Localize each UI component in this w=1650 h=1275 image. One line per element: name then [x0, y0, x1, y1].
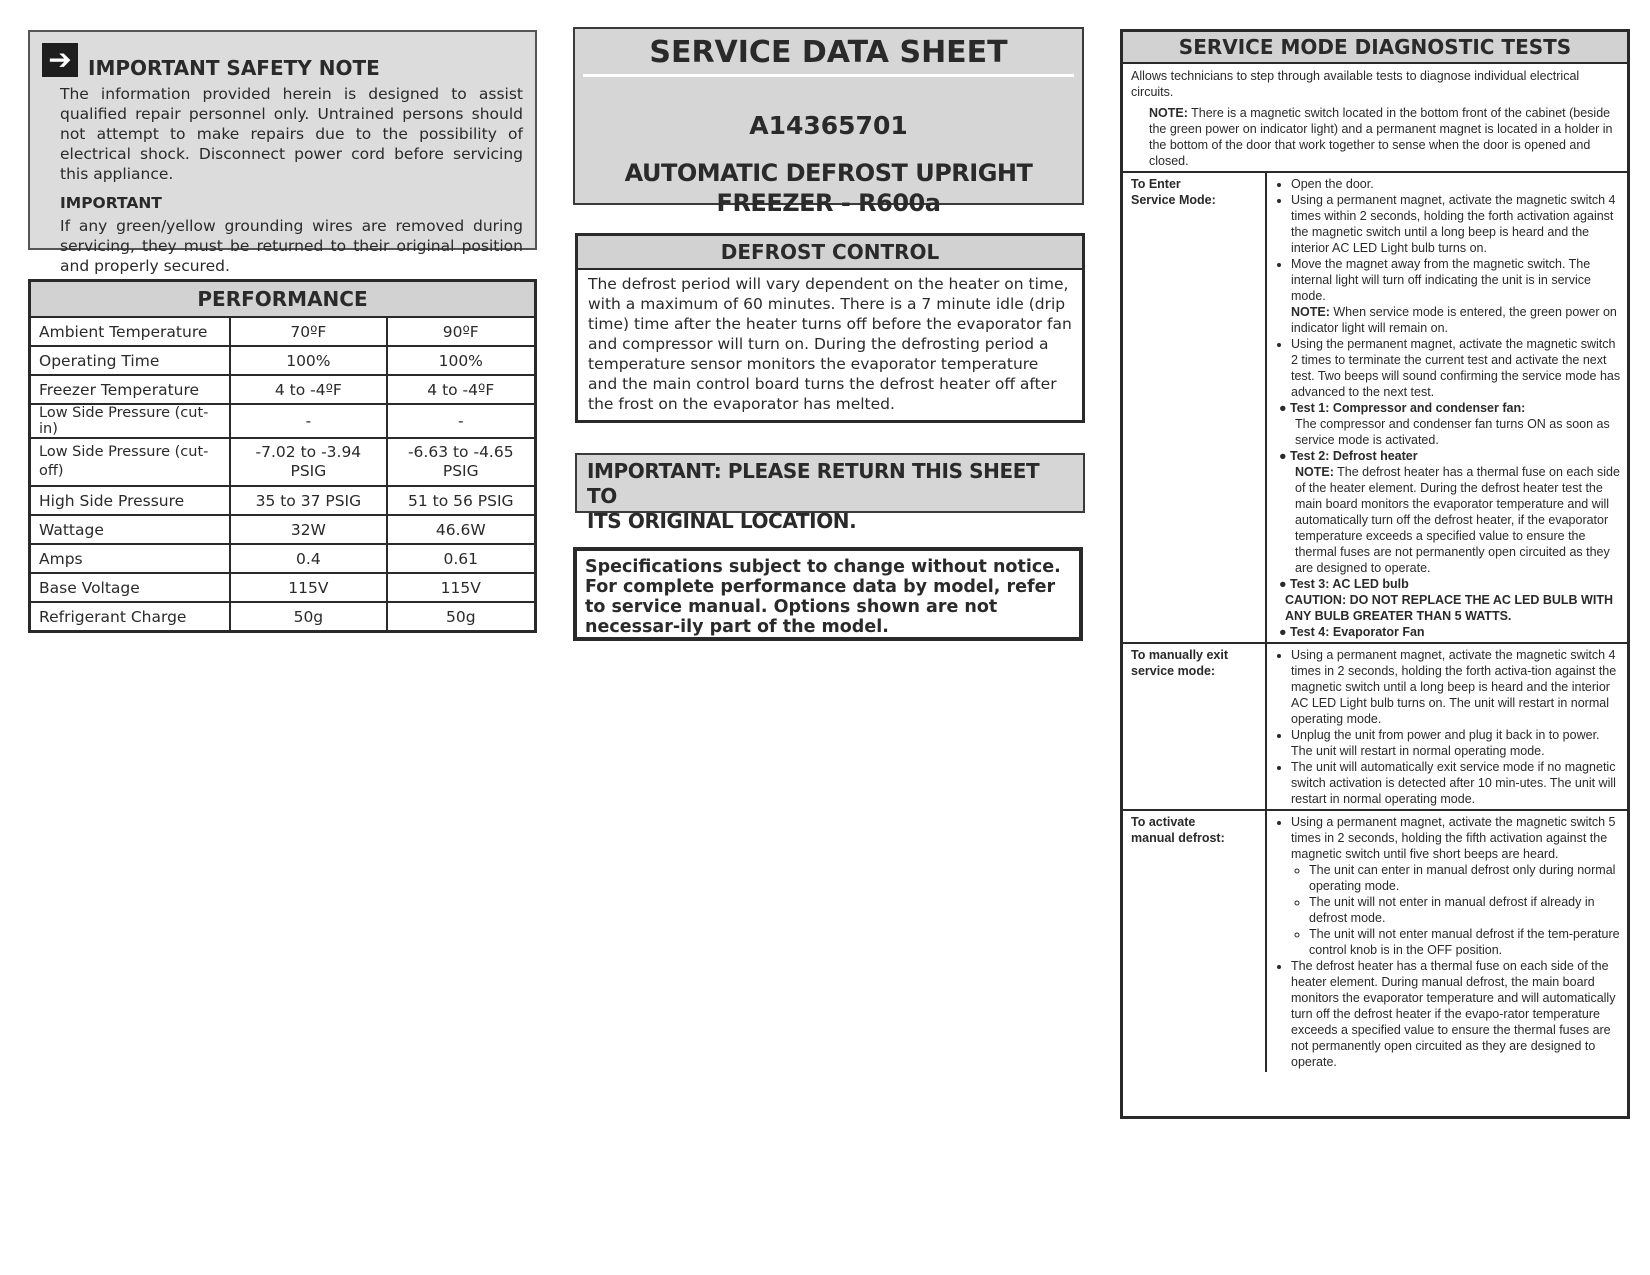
- sheet-title: SERVICE DATA SHEET: [649, 35, 1008, 70]
- service-mode-title: SERVICE MODE DIAGNOSTIC TESTS: [1123, 32, 1627, 64]
- arrow-right-icon: ➔: [42, 43, 78, 77]
- row-label: Freezer Temperature: [30, 375, 231, 404]
- return-sheet-note: [575, 453, 1085, 533]
- specifications-note: Specifications subject to change without notice. For complete performance data by model, refer to service manual. Options shown are not necessar-ily part of the model.: [573, 547, 1083, 641]
- table-cell: -6.63 to -4.65 PSIG: [387, 438, 536, 486]
- list-item: [1291, 814, 1621, 958]
- table-cell: -7.02 to -3.94 PSIG: [230, 438, 386, 486]
- important-label: IMPORTANT: [60, 194, 162, 212]
- led-bulb-caution: CAUTION: DO NOT REPLACE THE AC LED BULB WITH ANY BULB GREATER THAN 5 WATTS.: [1285, 593, 1613, 623]
- note-label: NOTE:: [1149, 106, 1188, 120]
- manual-defrost-label: [1123, 810, 1266, 1072]
- model-number: A14365701: [749, 111, 908, 140]
- table-cell: 100%: [230, 346, 386, 375]
- product-line-1: AUTOMATIC DEFROST UPRIGHT: [624, 159, 1033, 187]
- label-line: To manually exit: [1131, 648, 1229, 662]
- row-label: Low Side Pressure (cut-in): [30, 404, 231, 438]
- table-cell: 100%: [387, 346, 536, 375]
- list-item: • Unplug the unit from power and plug it back in to power. The unit will restart in normal operating mode.: [1291, 727, 1621, 759]
- table-cell: 32W: [230, 515, 386, 544]
- enter-service-mode-steps: [1266, 173, 1627, 643]
- return-note-line-1: IMPORTANT: PLEASE RETURN THIS SHEET TO: [587, 459, 1040, 508]
- row-label: Base Voltage: [30, 573, 231, 602]
- defrost-control-text: The defrost period will vary dependent on the heater on time, with a maximum of 60 minutes. There is a 7 minute idle (drip time) time after the heater turns off before the evaporator fan and compressor will turn on. During the defrosting period a temperature sensor monitors the evaporator temperature and the main control board turns the defrost heater off after the frost on the evaporator has melted.: [588, 275, 1072, 413]
- table-cell: 50g: [387, 602, 536, 632]
- magnetic-switch-note: [1149, 105, 1619, 169]
- table-cell: 35 to 37 PSIG: [230, 486, 386, 515]
- table-cell: 115V: [230, 573, 386, 602]
- table-cell: 50g: [230, 602, 386, 632]
- note-text: When service mode is entered, the green power on indicator light will remain on.: [1291, 305, 1617, 335]
- label-line: To Enter: [1131, 177, 1181, 191]
- table-cell: 0.61: [387, 544, 536, 573]
- table-cell: 90ºF: [387, 317, 536, 346]
- list-item: [1291, 256, 1621, 336]
- label-line: service mode:: [1131, 664, 1216, 678]
- test-2-note: [1275, 464, 1621, 576]
- table-row: [30, 346, 536, 375]
- defrost-control: [575, 233, 1085, 423]
- safety-note-header: [42, 40, 523, 80]
- note-label: NOTE:: [1295, 465, 1334, 479]
- list-item: • The unit will automatically exit service mode if no magnetic switch activation is detected after 10 min-utes. The unit will restart in normal operating mode.: [1291, 759, 1621, 807]
- exit-service-mode-steps: [1266, 643, 1627, 810]
- table-cell: 70ºF: [230, 317, 386, 346]
- test-1-description: The compressor and condenser fan turns ON as soon as service mode is activated.: [1295, 417, 1610, 447]
- performance-title: PERFORMANCE: [30, 281, 536, 318]
- row-label: High Side Pressure: [30, 486, 231, 515]
- return-note-line-2: ITS ORIGINAL LOCATION.: [587, 509, 857, 533]
- table-row: [30, 438, 536, 486]
- defrost-control-title: DEFROST CONTROL: [578, 236, 1082, 270]
- list-item: ◦ The unit will not enter in manual defrost if already in defrost mode.: [1309, 894, 1621, 926]
- table-cell: 0.4: [230, 544, 386, 573]
- table-cell: 46.6W: [387, 515, 536, 544]
- note-text: The defrost heater has a thermal fuse on each side of the heater element. During the defrost heater test the main board monitors the evaporator temperature and will automatically turn off the defrost heater, if the evaporator temperature exceeds a specified value to ensure the thermal fuses are not permanently open circuited as they are designed to operate.: [1295, 465, 1620, 575]
- table-row: [30, 544, 536, 573]
- step-text: Using a permanent magnet, activate the magnetic switch 5 times in 2 seconds, holding the fifth activation against the magnetic switch until five short beeps are heard.: [1291, 815, 1616, 861]
- test-2-heading: ● Test 2: Defrost heater: [1279, 449, 1418, 463]
- table-row: [30, 375, 536, 404]
- manual-defrost-steps: [1266, 810, 1627, 1072]
- test-4-heading: ● Test 4: Evaporator Fan: [1279, 625, 1425, 639]
- table-cell: 51 to 56 PSIG: [387, 486, 536, 515]
- safety-note-title: IMPORTANT SAFETY NOTE: [88, 56, 380, 80]
- grounding-note: If any green/yellow grounding wires are removed during servicing, they must be returned to their original position and properly secured.: [60, 217, 523, 275]
- enter-service-mode-label: [1123, 173, 1266, 643]
- exit-service-mode-row: [1123, 643, 1627, 810]
- test-3-heading: ● Test 3: AC LED bulb: [1279, 577, 1409, 591]
- test-1-heading: ● Test 1: Compressor and condenser fan:: [1279, 401, 1526, 415]
- table-cell: -: [230, 404, 386, 438]
- note-label: NOTE:: [1291, 305, 1330, 319]
- row-label: Refrigerant Charge: [30, 602, 231, 632]
- list-item: • Open the door.: [1291, 176, 1621, 192]
- table-row: [30, 602, 536, 632]
- header-divider: [583, 74, 1074, 77]
- service-mode-intro: [1123, 64, 1627, 173]
- row-label: Ambient Temperature: [30, 317, 231, 346]
- list-item: • Using the permanent magnet, activate the magnetic switch 2 times to terminate the current test and activate the next test. Two beeps will sound confirming the service mode has advanced to the next test.: [1291, 336, 1621, 400]
- list-item: • Using a permanent magnet, activate the magnetic switch 4 times within 2 seconds, holding the forth activation against the magnetic switch until a long beep is heard and the interior AC LED Light bulb turns on.: [1291, 192, 1621, 256]
- label-line: Service Mode:: [1131, 193, 1216, 207]
- service-mode-tests: [1120, 29, 1630, 1119]
- row-label: Wattage: [30, 515, 231, 544]
- table-cell: -: [387, 404, 536, 438]
- step-text: Move the magnet away from the magnetic switch. The internal light will turn off indicating the unit is in service mode.: [1291, 257, 1591, 303]
- note-text: There is a magnetic switch located in the bottom front of the cabinet (beside the green power on indicator light) and a permanent magnet is located in a holder in the bottom of the door that work together to sense when the door is opened and closed.: [1149, 106, 1613, 168]
- safety-note-text: The information provided herein is designed to assist qualified repair personnel only. Untrained persons should not attempt to make repairs due to the possibility of electrical shock. Disconnect power cord before servicing this appliance.: [60, 85, 523, 183]
- table-row: [30, 573, 536, 602]
- table-row: [30, 515, 536, 544]
- row-label: Low Side Pressure (cut-off): [30, 438, 231, 486]
- safety-note: [28, 30, 537, 275]
- product-line-2: FREEZER - R600a: [716, 189, 941, 217]
- list-item: ◦ The unit can enter in manual defrost only during normal operating mode.: [1309, 862, 1621, 894]
- list-item: • Using a permanent magnet, activate the magnetic switch 4 times in 2 seconds, holding the forth activa-tion against the magnetic switch until a long beep is heard and the interior AC LED Light bulb turns on. The unit will restart in normal operating mode.: [1291, 647, 1621, 727]
- sheet-header: [573, 27, 1084, 217]
- enter-service-mode-row: [1123, 173, 1627, 643]
- list-item: • The defrost heater has a thermal fuse on each side of the heater element. During manual defrost, the main board monitors the evaporator temperature and will automatically turn off the defrost heater if the evapo-rator temperature exceeds a specified value to ensure the thermal fuses are not permanently open circuited as they are designed to operate.: [1291, 958, 1621, 1070]
- label-line: To activate: [1131, 815, 1196, 829]
- return-note-divider: [587, 535, 1073, 538]
- performance-table: [28, 279, 537, 633]
- table-cell: 4 to -4ºF: [230, 375, 386, 404]
- intro-text: Allows technicians to step through available tests to diagnose individual electrical circuits.: [1131, 69, 1580, 99]
- list-item: ◦ The unit will not enter manual defrost if the tem-perature control knob is in the OFF position.: [1309, 926, 1621, 958]
- table-row: [30, 317, 536, 346]
- label-line: manual defrost:: [1131, 831, 1225, 845]
- row-label: Operating Time: [30, 346, 231, 375]
- table-row: [30, 404, 536, 438]
- row-label: Amps: [30, 544, 231, 573]
- exit-service-mode-label: [1123, 643, 1266, 810]
- table-cell: 115V: [387, 573, 536, 602]
- table-cell: 4 to -4ºF: [387, 375, 536, 404]
- manual-defrost-row: [1123, 810, 1627, 1072]
- table-row: [30, 486, 536, 515]
